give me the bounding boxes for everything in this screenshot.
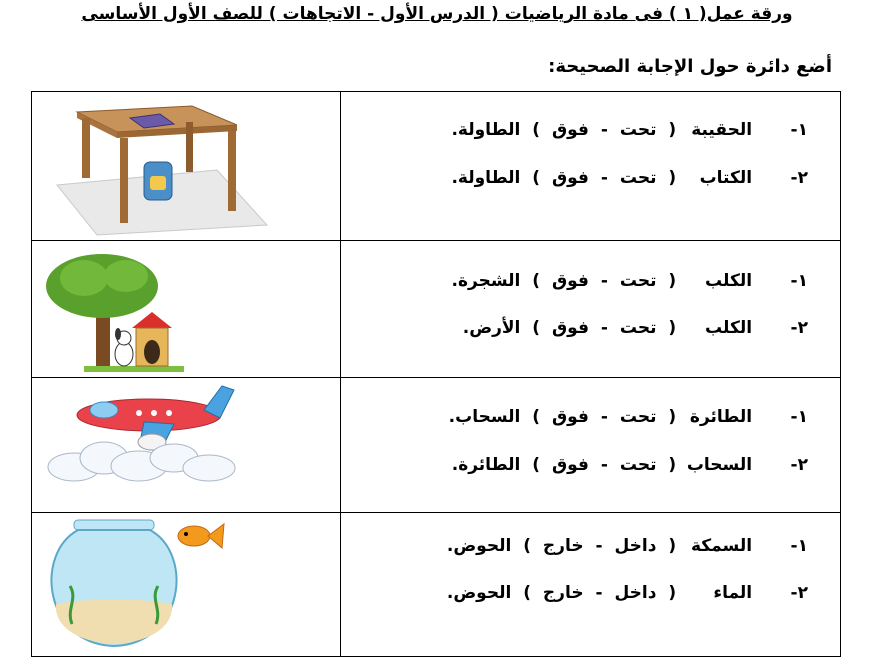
- question-row: [447, 536, 808, 556]
- instruction-text: أضع دائرة حول الإجابة الصحيحة:: [548, 56, 832, 77]
- question-row: [449, 407, 808, 427]
- question-subject: الماء: [713, 583, 753, 603]
- answer-options[interactable]: ( داخل - خارج ) الحوض.: [446, 583, 677, 603]
- table-leg: [82, 118, 90, 178]
- question-row: [452, 455, 808, 475]
- question-number: ١-: [790, 536, 808, 556]
- answer-options[interactable]: ( تحت - فوق ) الأرض.: [462, 318, 677, 338]
- tree-with-dog-house-illustration: [44, 248, 194, 376]
- column-divider: [340, 91, 341, 657]
- question-number: ١-: [790, 120, 808, 140]
- dog-icon: [115, 342, 133, 366]
- row-divider: [31, 512, 841, 513]
- question-row: [463, 318, 808, 338]
- grass: [84, 366, 184, 372]
- title-line: ورقة عمل( ١ ) فى مادة الرياضيات ( الدرس الأول - الاتجاهات ) للصف الأول الأساسى: [81, 4, 793, 24]
- dog-house-roof: [132, 312, 172, 328]
- question-number: ٢-: [790, 583, 808, 603]
- answer-options[interactable]: ( تحت - فوق ) الطاولة.: [451, 168, 677, 188]
- answer-options[interactable]: ( تحت - فوق ) الطائرة.: [451, 455, 677, 475]
- question-number: ١-: [790, 407, 808, 427]
- table-leg: [228, 131, 236, 211]
- answer-options[interactable]: ( تحت - فوق ) الطاولة.: [451, 120, 677, 140]
- table-with-book-and-bag-illustration: [52, 100, 272, 240]
- question-number: ٢-: [790, 168, 808, 188]
- question-number: ١-: [790, 271, 808, 291]
- question-number: ٢-: [790, 318, 808, 338]
- bowl-rim: [74, 520, 154, 530]
- question-subject: السمكة: [690, 536, 753, 556]
- row-divider: [31, 377, 841, 378]
- answer-options[interactable]: ( داخل - خارج ) الحوض.: [446, 536, 677, 556]
- question-subject: الكلب: [705, 318, 753, 338]
- answer-options[interactable]: ( تحت - فوق ) السحاب.: [448, 407, 677, 427]
- question-row: [451, 168, 808, 188]
- worksheet-title: [0, 3, 874, 25]
- question-row: [452, 271, 808, 291]
- table-leg: [120, 138, 128, 223]
- cockpit-window: [90, 402, 118, 418]
- question-subject: الكلب: [705, 271, 753, 291]
- question-row: [447, 583, 808, 603]
- question-subject: الكتاب: [699, 168, 753, 188]
- goldfish-icon: [178, 524, 224, 548]
- row-divider: [31, 240, 841, 241]
- fish-bowl-illustration: [44, 514, 234, 654]
- question-number: ٢-: [790, 455, 808, 475]
- question-subject: الطائرة: [689, 407, 753, 427]
- table-leg: [186, 122, 193, 172]
- airplane-above-clouds-illustration: [44, 382, 239, 487]
- question-subject: الحقيبة: [691, 120, 753, 140]
- bowl-sand: [56, 600, 172, 645]
- question-row: [451, 120, 808, 140]
- question-subject: السحاب: [686, 455, 753, 475]
- answer-options[interactable]: ( تحت - فوق ) الشجرة.: [451, 271, 677, 291]
